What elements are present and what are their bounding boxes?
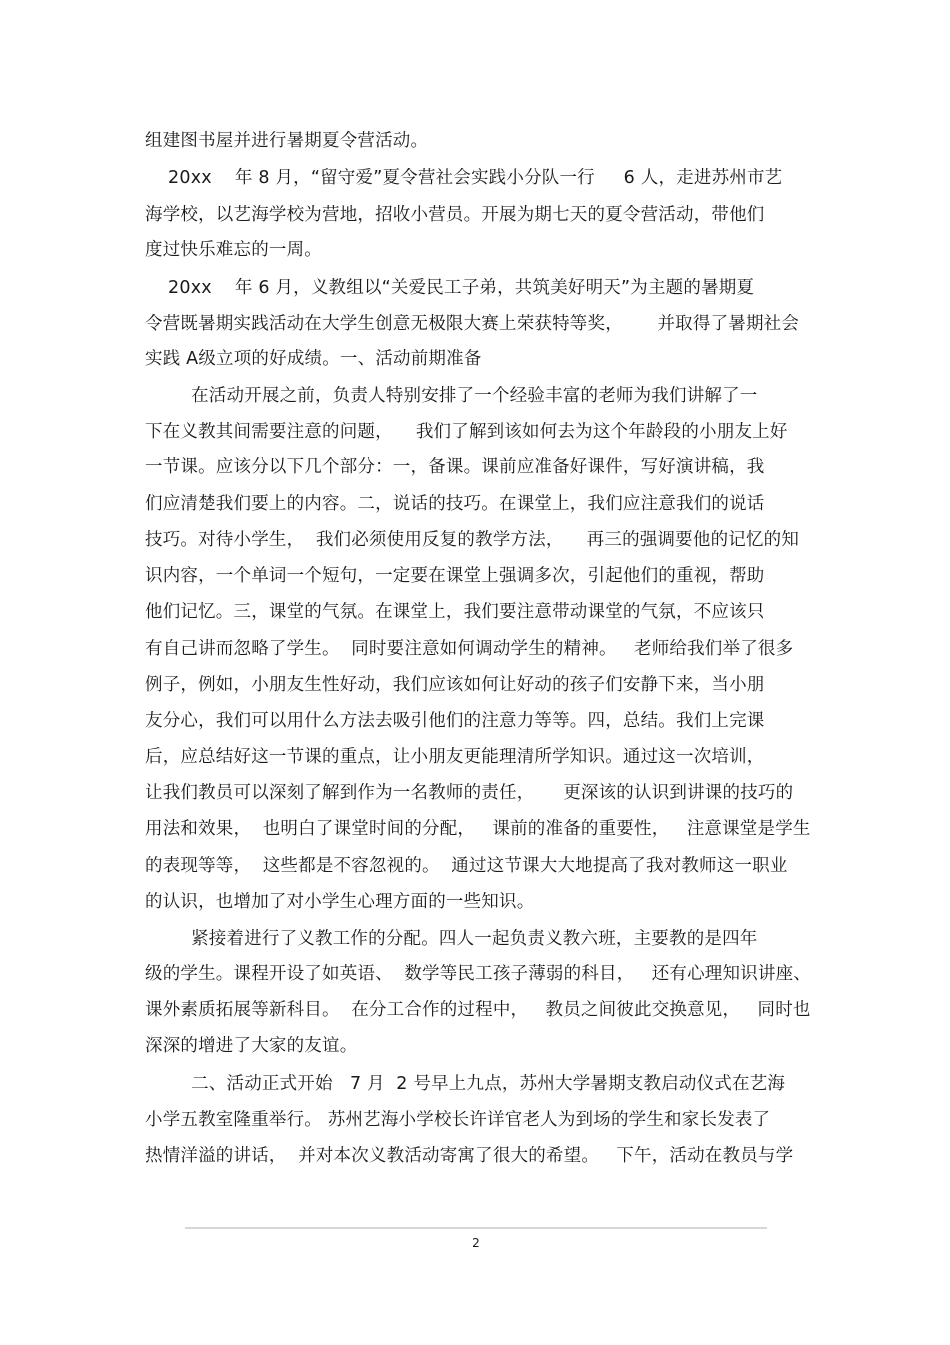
text-line: 的表现等等， 这些都是不容忽视的。 通过这节课大大地提高了我对教师这一职业 (145, 856, 788, 876)
text-line: 实践 A级立项的好成绩。一、活动前期准备 (145, 349, 482, 369)
text-line: 后，应总结好这一节课的重点，让小朋友更能理清所学知识。通过这一次培训， (145, 747, 765, 767)
text-line: 他们记忆。三，课堂的气氛。在课堂上，我们要注意带动课堂的气氛，不应该只 (145, 602, 765, 622)
text-line: 20xx 年 8 月，“留守爱”夏令营社会实践小分队一行 6 人，走进苏州市艺 (145, 168, 783, 188)
text-line: 友分心，我们可以用什么方法去吸引他们的注意力等等。四，总结。我们上完课 (145, 711, 765, 731)
text-line: 让我们教员可以深刻了解到作为一名教师的责任， 更深该的认识到讲课的技巧的 (145, 783, 794, 803)
footer-divider (185, 1227, 767, 1229)
text-line: 深深的增进了大家的友谊。 (145, 1036, 358, 1056)
text-line: 令营既暑期实践活动在大学生创意无极限大赛上荣获特等奖， 并取得了暑期社会 (145, 314, 800, 334)
text-line: 技巧。对待小学生， 我们必须使用反复的教学方法， 再三的强调要他的记忆的知 (145, 530, 800, 550)
text-line: 识内容，一个单词一个短句，一定要在课堂上强调多次，引起他们的重视，帮助 (145, 566, 765, 586)
text-line: 小学五教室隆重举行。 苏州艺海小学校长许详官老人为到场的学生和家长发表了 (145, 1110, 771, 1130)
text-line: 级的学生。课程开设了如英语、 数学等民工孩子薄弱的科目， 还有心理知识讲座、 (145, 964, 812, 984)
text-line: 度过快乐难忘的一周。 (145, 240, 322, 260)
text-line: 下在义教其间需要注意的问题， 我们了解到该如何去为这个年龄段的小朋友上好 (145, 422, 788, 442)
text-line: 组建图书屋并进行暑期夏令营活动。 (145, 131, 429, 151)
text-line: 热情洋溢的讲话， 并对本次义教活动寄寓了很大的希望。 下午，活动在教员与学 (145, 1146, 794, 1166)
text-line: 海学校，以艺海学校为营地，招收小营员。开展为期七天的夏令营活动，带他们 (145, 205, 765, 225)
text-line: 们应清楚我们要上的内容。二，说话的技巧。在课堂上，我们应注意我们的说话 (145, 494, 765, 514)
text-line: 二、活动正式开始 7 月 2 号早上九点，苏州大学暑期支教启动仪式在艺海 (145, 1074, 786, 1094)
text-line: 用法和效果， 也明白了课堂时间的分配， 课前的准备的重要性， 注意课堂是学生 (145, 819, 811, 839)
text-line: 紧接着进行了义教工作的分配。四人一起负责义教六班，主要教的是四年 (145, 929, 758, 949)
text-line: 的认识，也增加了对小学生心理方面的一些知识。 (145, 892, 535, 912)
text-line: 20xx 年 6 月，义教组以“关爱民工子弟，共筑美好明天”为主题的暑期夏 (145, 278, 755, 298)
text-line: 在活动开展之前，负责人特别安排了一个经验丰富的老师为我们讲解了一 (145, 386, 758, 406)
text-line: 课外素质拓展等新科目。 在分工合作的过程中， 教员之间彼此交换意见， 同时也 (145, 1000, 811, 1020)
text-line: 一节课。应该分以下几个部分：一，备课。课前应准备好课件，写好演讲稿，我 (145, 457, 765, 477)
text-line: 有自己讲而忽略了学生。 同时要注意如何调动学生的精神。 老师给我们举了很多 (145, 639, 794, 659)
page-number: 2 (472, 1236, 480, 1250)
text-line: 例子，例如，小朋友生性好动，我们应该如何让好动的孩子们安静下来，当小朋 (145, 675, 765, 695)
